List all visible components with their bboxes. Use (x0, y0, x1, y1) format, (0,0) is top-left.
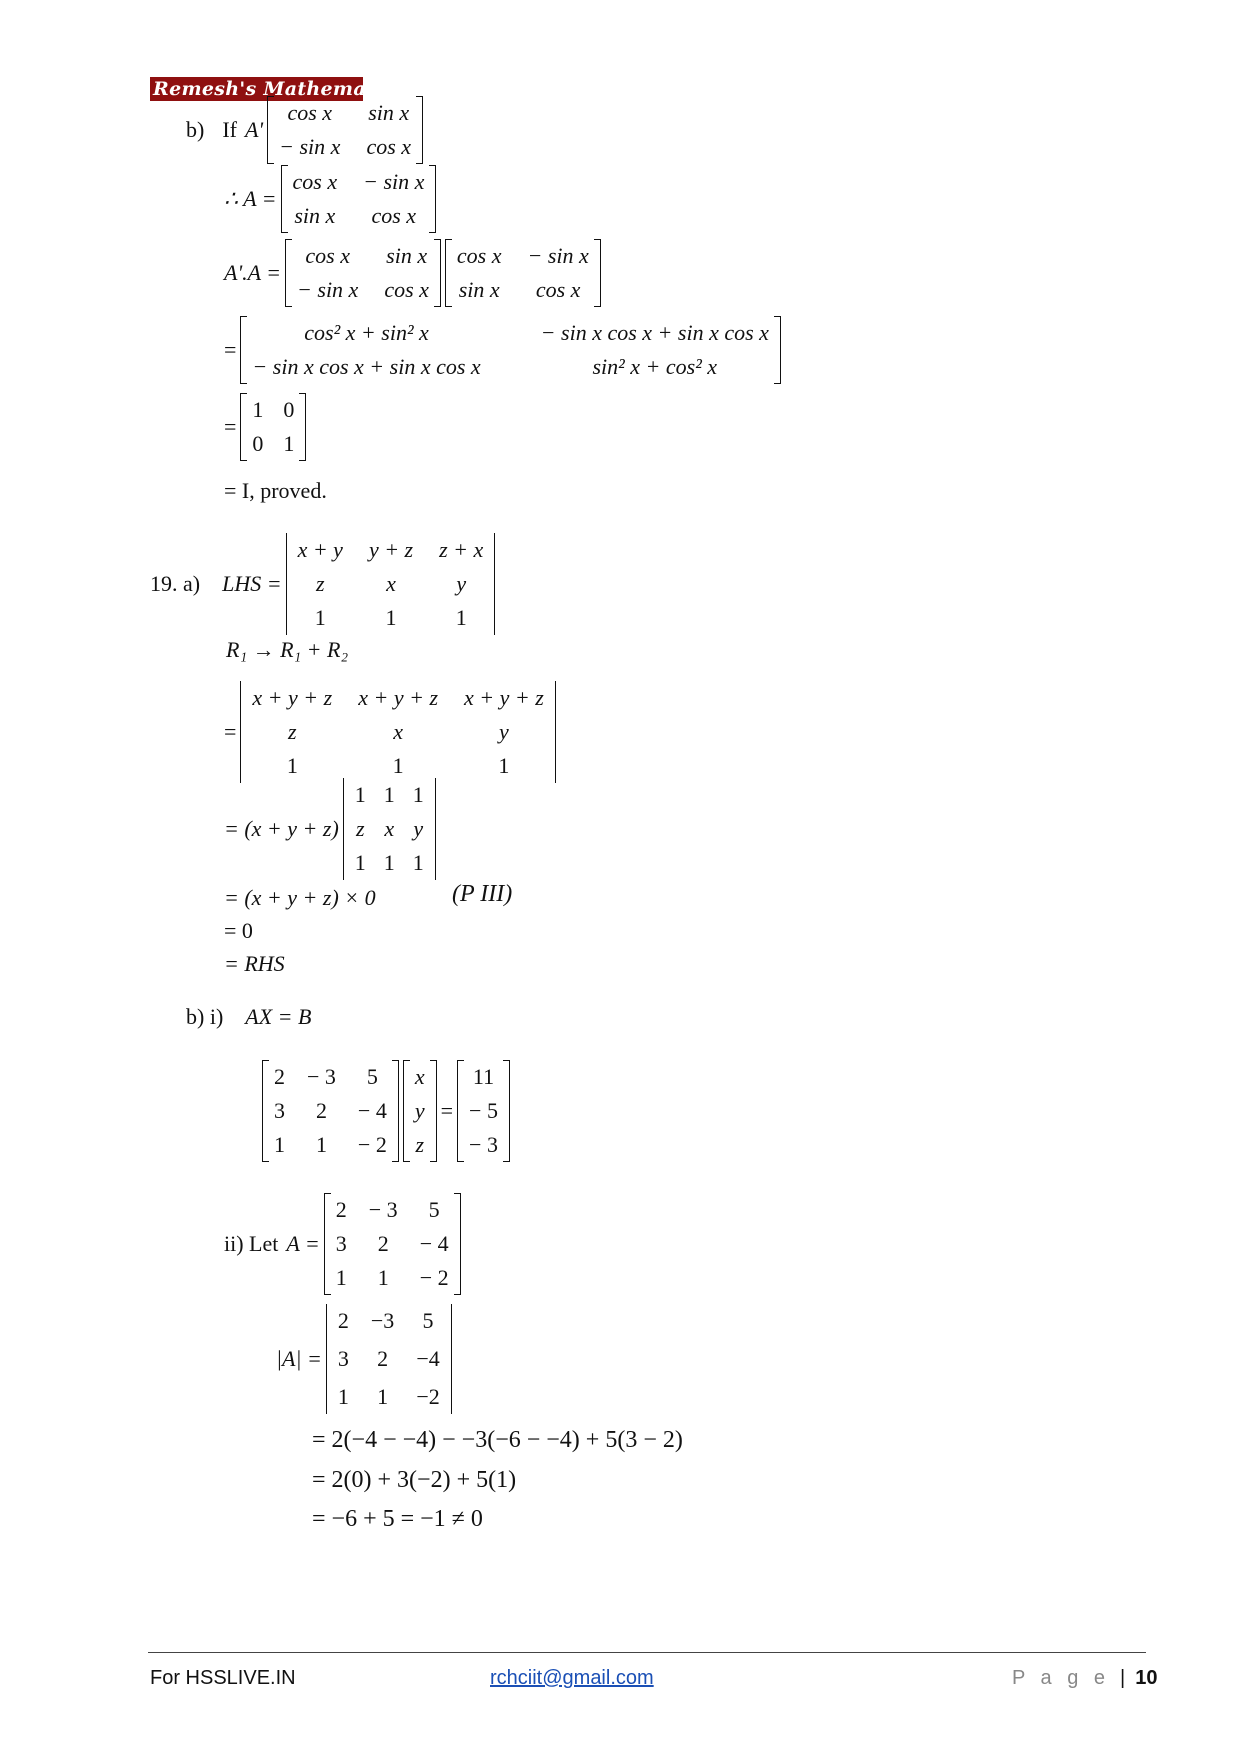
matrix-cell: cos² x + sin² x (304, 320, 429, 345)
q19a-lhs-line (150, 533, 499, 635)
det-cell: y (456, 571, 467, 596)
det-cell: 3 (337, 1346, 349, 1371)
det-cell: 1 (286, 753, 298, 778)
matrix-cell: − 4 (419, 1231, 449, 1256)
matrix-cell: − sin x cos x + sin x cos x (252, 354, 481, 379)
matrix-cell: sin x (386, 243, 428, 268)
det-cell: 1 (354, 782, 366, 807)
matrix-cell: 5 (428, 1197, 440, 1222)
det-cell: 1 (314, 605, 326, 630)
det-cell: 1 (498, 753, 510, 778)
q19a-label: 19. a) (150, 571, 201, 596)
q19b-i-line (186, 1004, 311, 1030)
matrix-cell: sin² x + cos² x (592, 354, 718, 379)
equals: = (440, 1098, 454, 1123)
page-num: 10 (1135, 1667, 1158, 1689)
times-zero-line: = (x + y + z) × 0 (224, 885, 376, 910)
proved-line: = I, proved. (224, 478, 327, 503)
equals: = (224, 414, 237, 439)
matrix-cell: − 5 (469, 1098, 498, 1123)
matrix-cell: cos x (535, 277, 581, 302)
if-text: If (222, 117, 237, 142)
brand-banner: Remesh's Mathematics (150, 77, 363, 101)
det-cell: x (384, 816, 395, 841)
property-note: (P III) (452, 881, 513, 907)
therefore-a-line (224, 165, 440, 233)
matrix-a (281, 165, 437, 233)
matrix-cell: x (414, 1064, 425, 1089)
det-cell: 1 (383, 850, 395, 875)
matrix-cell: y (414, 1098, 425, 1123)
determinant-a (326, 1304, 452, 1414)
matrix-cell: sin x (368, 100, 410, 125)
det-cell: x (393, 719, 403, 744)
det-cell: 5 (422, 1308, 434, 1333)
det-cell: z + x (439, 537, 484, 562)
det-cell: 1 (455, 605, 467, 630)
matrix-cell: − 4 (357, 1098, 387, 1123)
q19a-step2 (224, 681, 560, 783)
det-cell: 1 (392, 753, 404, 778)
matrix-cell: cos x (371, 203, 417, 228)
equals: = (224, 337, 237, 362)
det-cell: z (315, 571, 325, 596)
matrix-cell: 1 (252, 397, 264, 422)
det-a-line (276, 1304, 456, 1414)
matrix-cell: − sin x (527, 243, 589, 268)
a-equals: A = (286, 1231, 320, 1256)
matrix-cell: 2 (274, 1064, 285, 1089)
page-separator: | (1120, 1667, 1126, 1689)
page-number (1012, 1667, 1157, 1690)
matrix-cell: 5 (366, 1064, 378, 1089)
determinant-1 (286, 533, 496, 635)
expansion-step-1: = 2(−4 − −4) − −3(−6 − −4) + 5(3 − 2) (312, 1427, 683, 1453)
let-a-line (224, 1193, 465, 1295)
det-cell: −3 (370, 1308, 395, 1333)
det-cell: y (413, 816, 424, 841)
expansion-step-2: = 2(0) + 3(−2) + 5(1) (312, 1467, 517, 1493)
matrix-cell: − sin x (279, 134, 341, 159)
matrix-cell: 1 (283, 431, 295, 456)
matrix-cell: cos x (287, 100, 333, 125)
ii-label: ii) Let (224, 1231, 279, 1256)
det-cell: x + y + z (464, 685, 544, 710)
page-label: P a g e (1012, 1667, 1111, 1689)
matrix-product (240, 316, 781, 384)
det-cell: 1 (412, 850, 424, 875)
det-cell: y (499, 719, 509, 744)
det-cell: 2 (377, 1346, 389, 1371)
det-cell: x + y + z (358, 685, 439, 710)
matrix-cell: 3 (274, 1098, 285, 1123)
a-prime: A' (244, 117, 264, 142)
matrix-cell: 2 (315, 1098, 327, 1123)
matrix-cell: 2 (377, 1231, 389, 1256)
matrix-cell: − 3 (368, 1197, 398, 1222)
det-cell: 1 (383, 782, 395, 807)
matrix-cell: 1 (274, 1132, 285, 1157)
lhs-label: LHS = (222, 571, 282, 596)
det-cell: −2 (416, 1384, 440, 1409)
matrix-cell: cos x (456, 243, 502, 268)
system-matrix-line (262, 1060, 514, 1162)
matrix-cell: cos x (292, 169, 338, 194)
row-operation: R₁ → R₁ + R₂ (226, 637, 349, 662)
matrix-a-transpose (267, 96, 423, 164)
det-cell: x + y (297, 537, 343, 562)
matrix-cell: 3 (335, 1231, 347, 1256)
det-cell: 2 (337, 1308, 349, 1333)
det-cell: y + z (368, 537, 414, 562)
matrix-a-def (324, 1193, 461, 1295)
expansion-step-3: = −6 + 5 = −1 ≠ 0 (312, 1506, 483, 1532)
matrix-cell: z (415, 1132, 424, 1157)
det-cell: 1 (377, 1384, 389, 1409)
footer-site: For HSSLIVE.IN (150, 1667, 296, 1689)
product-line (224, 239, 605, 307)
equals: = (224, 719, 237, 744)
therefore-a: ∴ A = (224, 186, 277, 211)
variable-vector (403, 1060, 437, 1162)
matrix-cell: 0 (252, 431, 264, 456)
matrix-cell: 1 (315, 1132, 327, 1157)
matrix-cell: cos x (305, 243, 350, 268)
matrix-cell: − sin x cos x + sin x cos x (540, 320, 769, 345)
det-cell: 1 (337, 1384, 349, 1409)
matrix-cell: cos x (366, 134, 412, 159)
q19a-step3 (224, 778, 440, 880)
product-lhs: A'.A = (224, 260, 282, 285)
expanded-line (224, 316, 785, 384)
det-cell: x + y + z (252, 685, 333, 710)
det-cell: z (356, 816, 365, 841)
matrix-cell: 2 (335, 1197, 347, 1222)
det-cell: 1 (412, 782, 424, 807)
det-cell: x (386, 571, 396, 596)
matrix-cell: 0 (283, 397, 295, 422)
q18b-if-line (186, 96, 427, 164)
q19b-label: b) i) (186, 1004, 224, 1029)
det-cell: 1 (385, 605, 397, 630)
matrix-cell: sin x (458, 277, 500, 302)
q18b-label: b) (186, 117, 205, 142)
footer-email-link[interactable]: rchciit@gmail.com (490, 1667, 654, 1689)
matrix-cell: − sin x (297, 277, 359, 302)
matrix-cell: 1 (335, 1265, 347, 1290)
matrix-a-2 (445, 239, 601, 307)
factor-expr: = (x + y + z) (224, 816, 339, 841)
rhs-line: = RHS (224, 951, 285, 976)
matrix-cell: 11 (472, 1064, 495, 1089)
axb-equation: AX = B (245, 1004, 312, 1029)
constant-vector (457, 1060, 510, 1162)
determinant-2 (240, 681, 555, 783)
identity-line (224, 393, 310, 461)
matrix-cell: − 3 (469, 1132, 498, 1157)
zero-line: = 0 (224, 918, 253, 943)
det-cell: −4 (416, 1346, 440, 1371)
matrix-cell: sin x (294, 203, 336, 228)
determinant-3 (343, 778, 436, 880)
footer-divider (148, 1652, 1146, 1653)
matrix-cell: − sin x (363, 169, 425, 194)
matrix-cell: − 2 (357, 1132, 387, 1157)
det-cell: 1 (354, 850, 366, 875)
matrix-cell: − 2 (419, 1265, 449, 1290)
matrix-cell: 1 (377, 1265, 389, 1290)
det-a-label: |A| = (276, 1346, 322, 1371)
matrix-cell: − 3 (307, 1064, 336, 1089)
matrix-cell: cos x (384, 277, 429, 302)
det-cell: z (288, 719, 297, 744)
coefficient-matrix (262, 1060, 399, 1162)
matrix-a-transpose-2 (285, 239, 441, 307)
identity-matrix (240, 393, 306, 461)
